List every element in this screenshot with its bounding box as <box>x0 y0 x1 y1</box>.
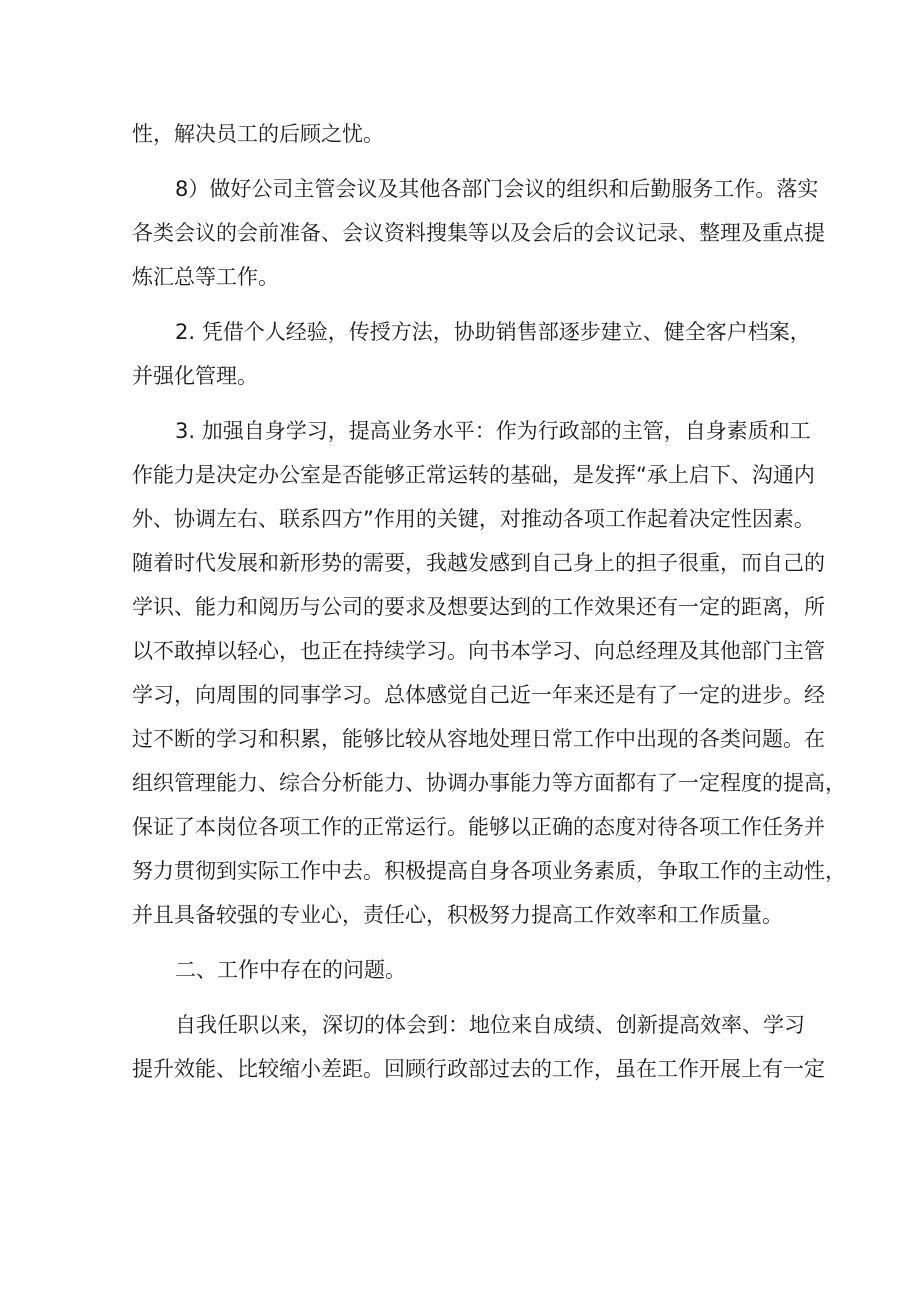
paragraph-line: 过不断的学习和积累，能够比较从容地处理日常工作中出现的各类问题。在 <box>132 727 825 751</box>
paragraph-line: 8）做好公司主管会议及其他各部门会议的组织和后勤服务工作。落实 <box>175 177 819 201</box>
paragraph-line: 组织管理能力、综合分析能力、协调办事能力等方面都有了一定程度的提高， <box>132 771 846 795</box>
paragraph-line: 随着时代发展和新形势的需要，我越发感到自己身上的担子很重，而自己的 <box>132 551 825 575</box>
paragraph-line: 3. 加强自身学习，提高业务水平：作为行政部的主管，自身素质和工 <box>175 419 811 443</box>
paragraph-line: 保证了本岗位各项工作的正常运行。能够以正确的态度对待各项工作任务并 <box>132 815 825 839</box>
paragraph-line: 以不敢掉以轻心，也正在持续学习。向书本学习、向总经理及其他部门主管 <box>132 639 825 663</box>
section-heading: 二、工作中存在的问题。 <box>175 958 406 982</box>
paragraph-line: 外、协调左右、联系四方”作用的关键，对推动各项工作起着决定性因素。 <box>132 507 815 531</box>
paragraph-line: 学习，向周围的同事学习。总体感觉自己近一年来还是有了一定的进步。经 <box>132 683 825 707</box>
paragraph-line: 各类会议的会前准备、会议资料搜集等以及会后的会议记录、整理及重点提 <box>132 221 825 245</box>
paragraph-line: 炼汇总等工作。 <box>132 265 279 289</box>
paragraph-line: 作能力是决定办公室是否能够正常运转的基础，是发挥“承上启下、沟通内 <box>132 463 815 487</box>
paragraph-line: 提升效能、比较缩小差距。回顾行政部过去的工作，虽在工作开展上有一定 <box>132 1057 825 1081</box>
paragraph-line: 并强化管理。 <box>132 364 258 388</box>
paragraph-line: 自我任职以来，深切的体会到：地位来自成绩、创新提高效率、学习 <box>175 1013 805 1037</box>
paragraph-line: 性，解决员工的后顾之忧。 <box>132 122 384 146</box>
document-body <box>132 112 846 1091</box>
paragraph-line: 2. 凭借个人经验，传授方法，协助销售部逐步建立、健全客户档案， <box>175 320 811 344</box>
paragraph-line: 并且具备较强的专业心，责任心，积极努力提高工作效率和工作质量。 <box>132 903 783 927</box>
paragraph-line: 学识、能力和阅历与公司的要求及想要达到的工作效果还有一定的距离，所 <box>132 595 825 619</box>
paragraph-line: 努力贯彻到实际工作中去。积极提高自身各项业务素质，争取工作的主动性， <box>132 859 846 883</box>
